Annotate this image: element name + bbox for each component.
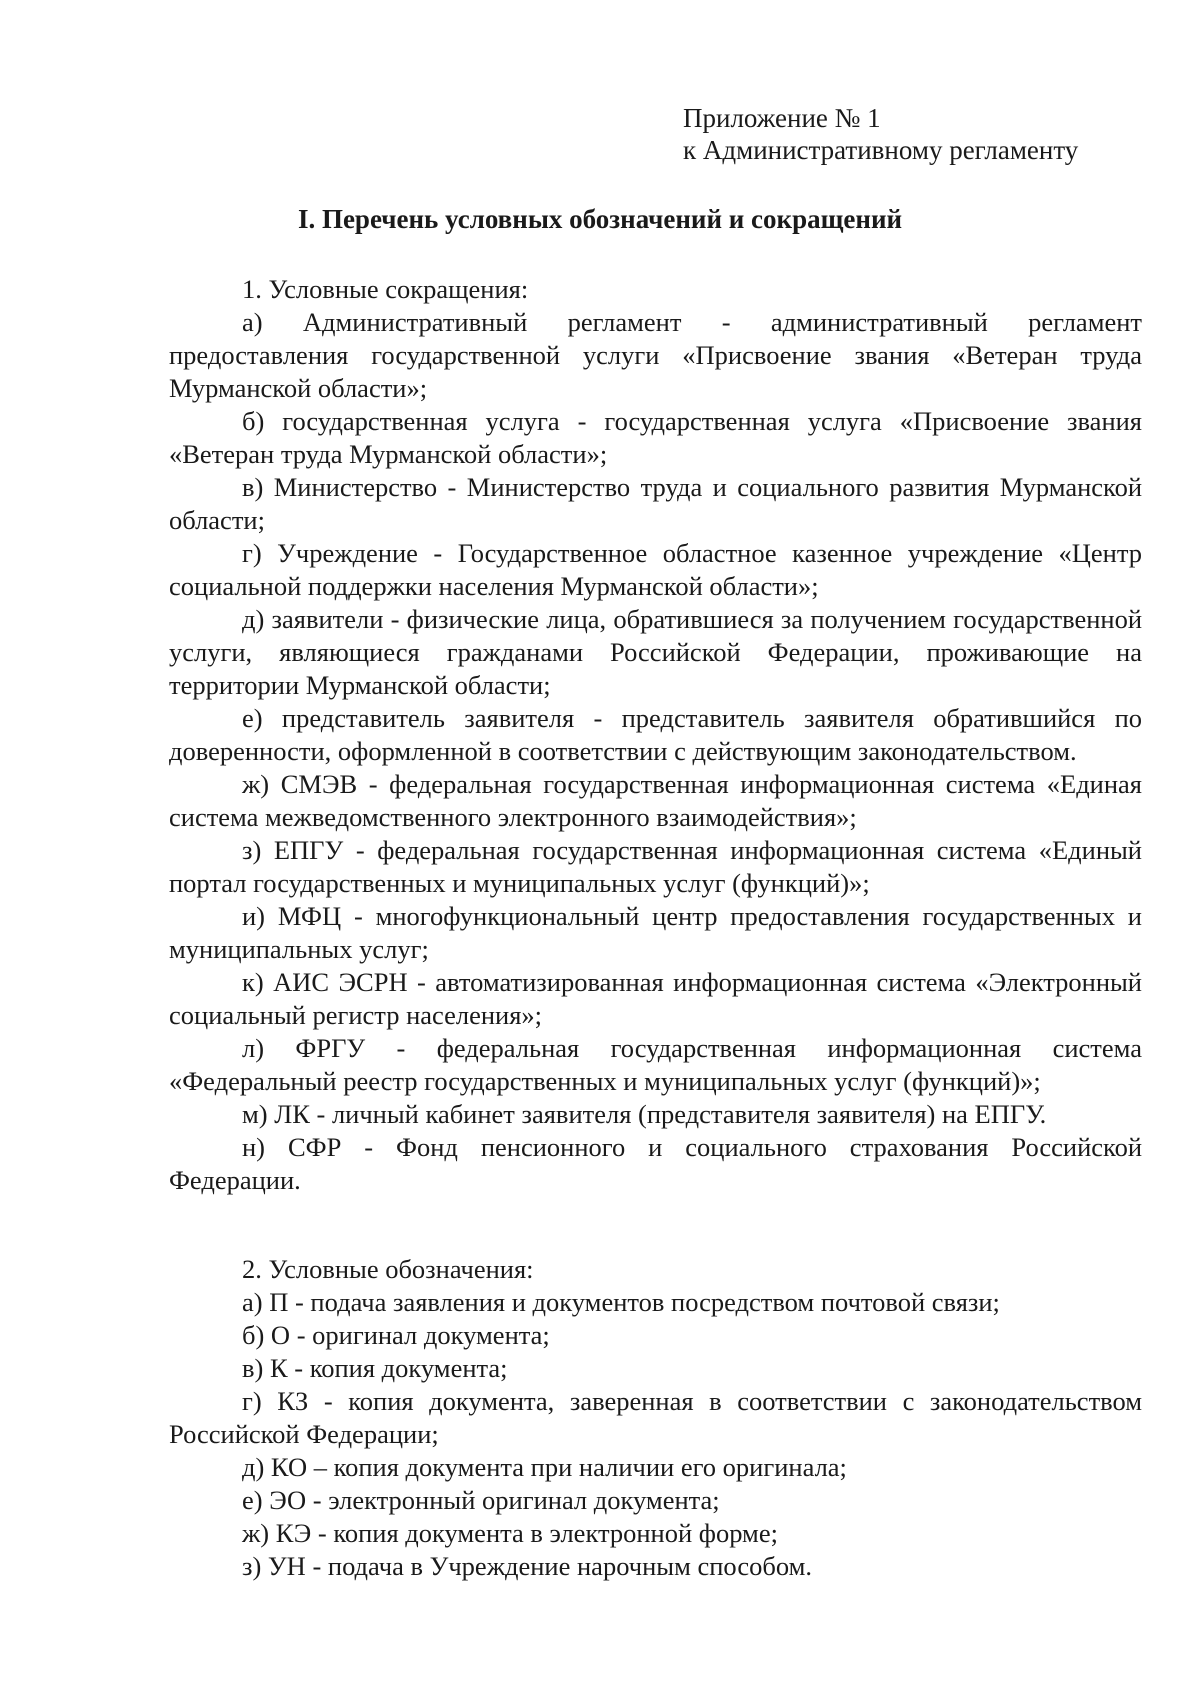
list-item: б) О - оригинал документа;	[242, 1320, 550, 1350]
list-item: н) СФР - Фонд пенсионного и социального страхования Российской Федерации.	[169, 1132, 1142, 1195]
list-item: е) представитель заявителя - представитель заявителя обратившийся по доверенности, оформленной в соответствии с действующим законодательством.	[169, 703, 1142, 766]
list-item: ж) СМЭВ - федеральная государственная информационная система «Единая система межведомственного электронного взаимодействия»;	[169, 769, 1142, 832]
list-item: в) К - копия документа;	[242, 1353, 508, 1383]
list-item: м) ЛК - личный кабинет заявителя (представителя заявителя) на ЕПГУ.	[242, 1099, 1047, 1129]
list-item: з) УН - подача в Учреждение нарочным способом.	[242, 1551, 812, 1581]
section-heading: 1. Условные сокращения:	[242, 274, 529, 304]
list-item: з) ЕПГУ - федеральная государственная информационная система «Единый портал государственных и муниципальных услуг (функций)»;	[169, 835, 1142, 898]
section-abbreviations	[169, 273, 1142, 1197]
list-item: г) Учреждение - Государственное областное казенное учреждение «Центр социальной поддержки населения Мурманской области»;	[169, 538, 1142, 601]
section-notations	[169, 1253, 1142, 1583]
list-item: е) ЭО - электронный оригинал документа;	[242, 1485, 720, 1515]
list-item: в) Министерство - Министерство труда и социального развития Мурманской области;	[169, 472, 1142, 535]
appendix-line-2: к Административному регламенту	[683, 135, 1079, 165]
list-item: а) Административный регламент - административный регламент предоставления государственной услуги «Присвоение звания «Ветеран труда Мурманской области»;	[169, 307, 1142, 403]
list-item: г) КЗ - копия документа, заверенная в соответствии с законодательством Российской Федерации;	[169, 1386, 1142, 1449]
list-item: л) ФРГУ - федеральная государственная информационная система «Федеральный реестр государственных и муниципальных услуг (функций)»;	[169, 1033, 1142, 1096]
appendix-header	[683, 102, 1078, 166]
appendix-line-1: Приложение № 1	[683, 103, 881, 133]
list-item: и) МФЦ - многофункциональный центр предоставления государственных и муниципальных услуг;	[169, 901, 1142, 964]
list-item: д) заявители - физические лица, обратившиеся за получением государственной услуги, являющиеся гражданами Российской Федерации, проживающие на территории Мурманской области;	[169, 604, 1142, 700]
list-item: а) П - подача заявления и документов посредством почтовой связи;	[242, 1287, 1000, 1317]
list-item: б) государственная услуга - государственная услуга «Присвоение звания «Ветеран труда Мурманской области»;	[169, 406, 1142, 469]
section-heading: 2. Условные обозначения:	[242, 1254, 534, 1284]
document-title: I. Перечень условных обозначений и сокращений	[297, 204, 903, 234]
list-item: д) КО – копия документа при наличии его оригинала;	[242, 1452, 847, 1482]
list-item: ж) КЭ - копия документа в электронной форме;	[242, 1518, 778, 1548]
list-item: к) АИС ЭСРН - автоматизированная информационная система «Электронный социальный регистр населения»;	[169, 967, 1142, 1030]
